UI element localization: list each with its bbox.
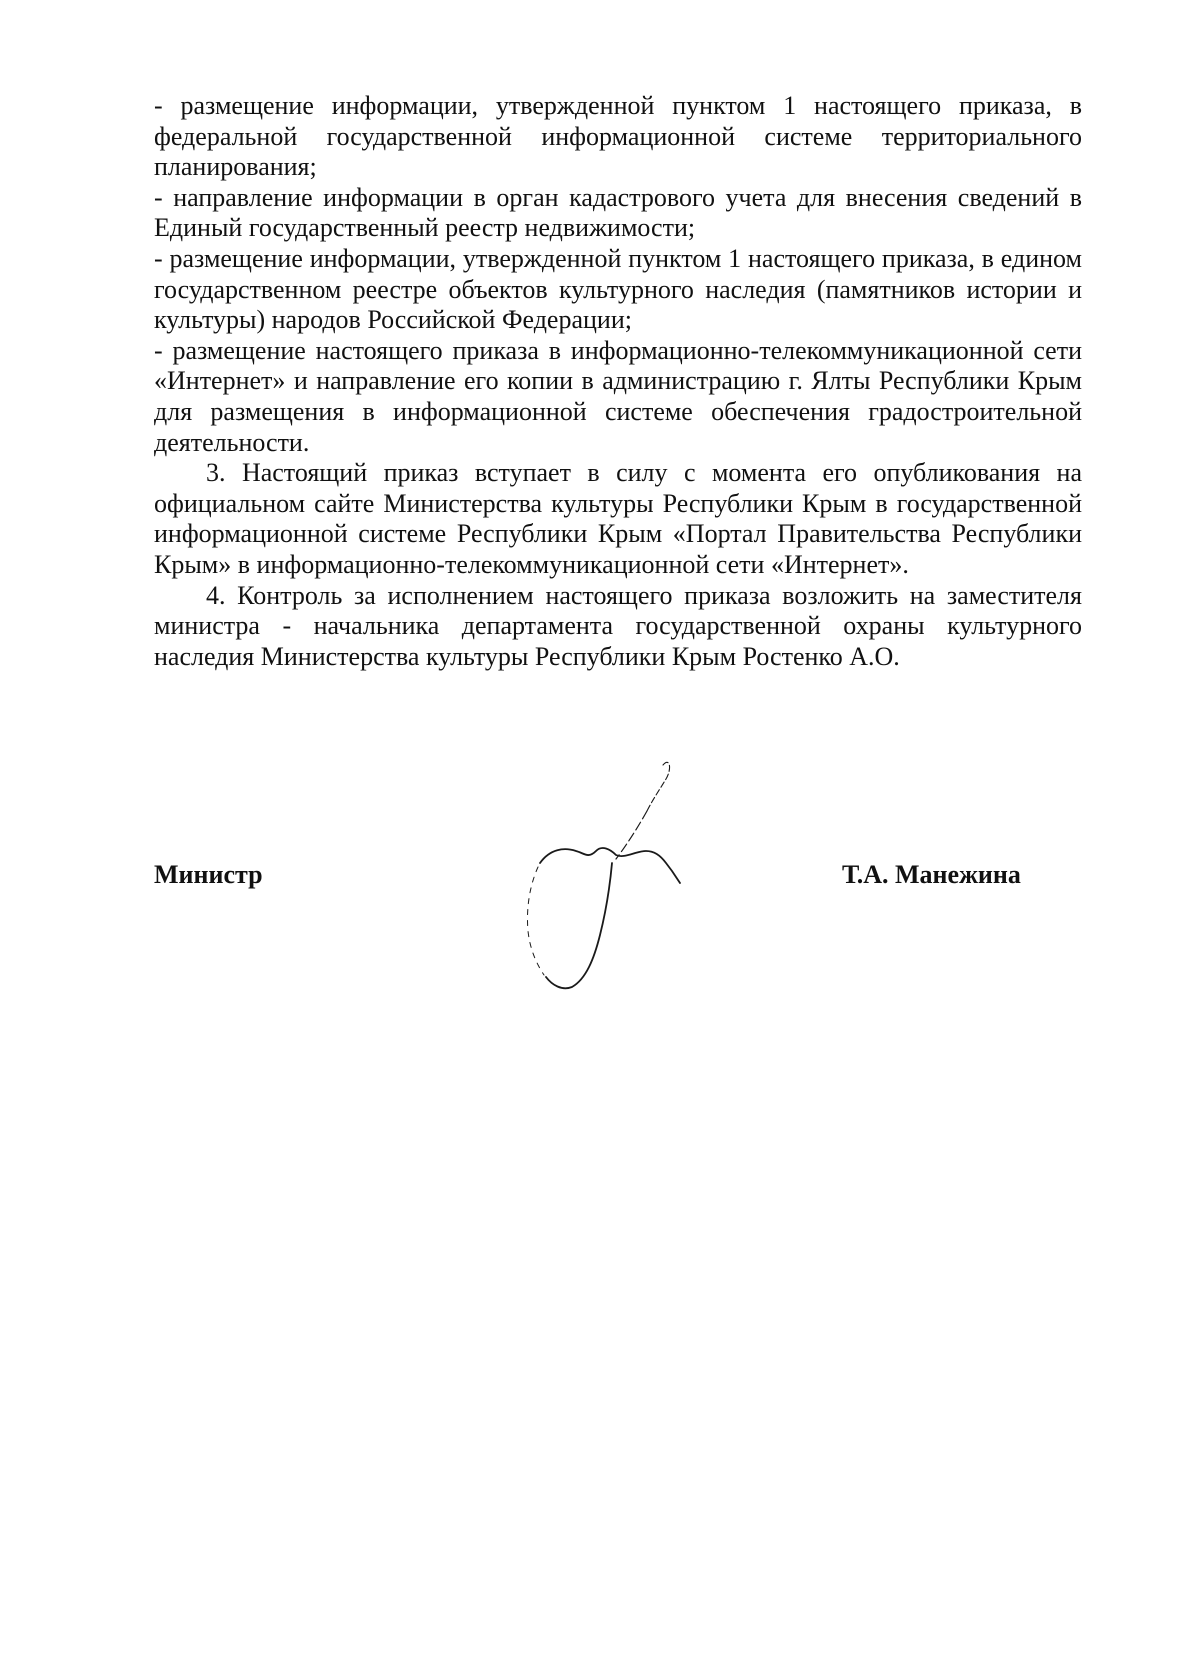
- paragraph-bullet-3: - размещение информации, утвержденной пунктом 1 настоящего приказа, в едином государственном реестре объектов культурного наследия (памятников истории и культуры) народов Российской Федерации;: [154, 243, 1082, 335]
- paragraph-bullet-2: - направление информации в орган кадастрового учета для внесения сведений в Единый государственный реестр недвижимости;: [154, 182, 1082, 243]
- signer-title: Министр: [154, 860, 263, 889]
- document-body: [154, 91, 1082, 672]
- paragraph-item-4: 4. Контроль за исполнением настоящего приказа возложить на заместителя министра - начальника департамента государственной охраны культурного наследия Министерства культуры Республики Крым Ростенко А.О.: [154, 580, 1082, 671]
- paragraph-bullet-1: - размещение информации, утвержденной пунктом 1 настоящего приказа, в федеральной государственной информационной системе территориального планирования;: [154, 91, 1082, 182]
- signer-name: Т.А. Манежина: [842, 860, 1021, 889]
- paragraph-item-3: 3. Настоящий приказ вступает в силу с момента его опубликования на официальном сайте Министерства культуры Республики Крым в государственной информационной системе Республики Крым «Портал Правительства Республики Крым» в информационно-телекоммуникационной сети «Интернет».: [154, 458, 1082, 579]
- paragraph-bullet-4: - размещение настоящего приказа в информационно-телекоммуникационной сети «Интернет» и направление его копии в администрацию г. Ялты Республики Крым для размещения в информационной системе обеспечения градостроительной деятельности.: [154, 335, 1082, 457]
- signature-icon: [520, 755, 720, 1015]
